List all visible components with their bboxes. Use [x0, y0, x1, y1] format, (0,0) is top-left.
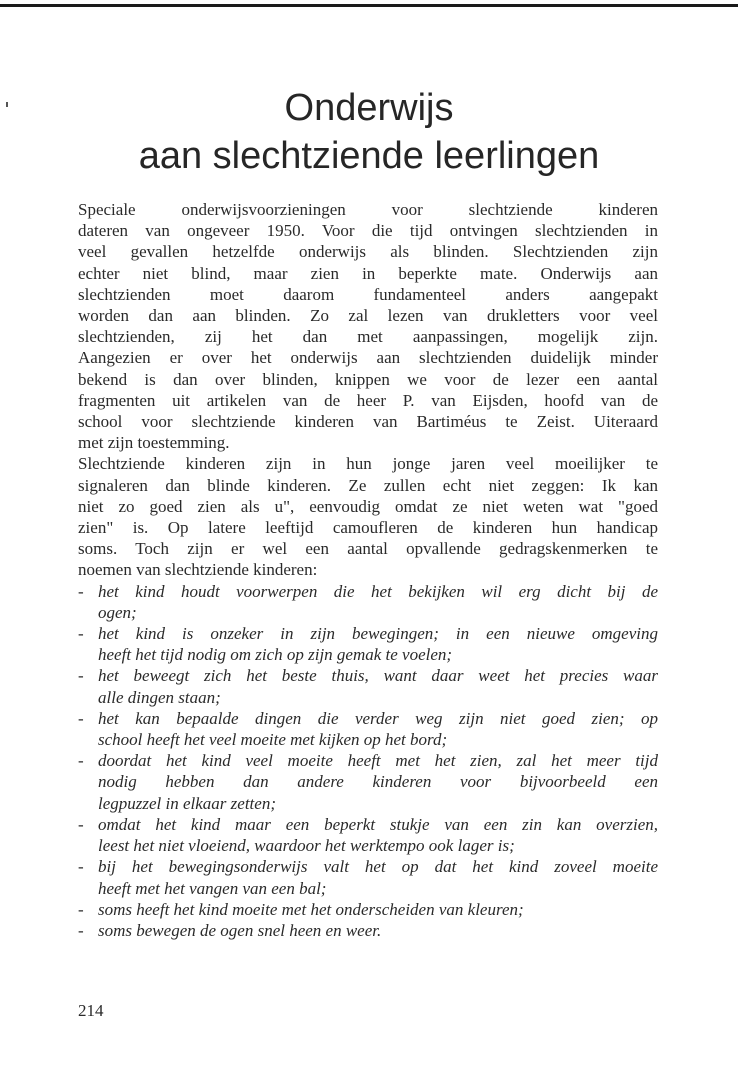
- title-line-1: Onderwijs: [284, 87, 454, 129]
- text-line: soms bewegen de ogen snel heen en weer.: [98, 920, 382, 940]
- text-line: doordat het kind veel moeite heeft met het zien, zal het meer tijd: [98, 751, 658, 771]
- list-item: [78, 623, 658, 665]
- text-line: met zijn toestemming.: [78, 433, 230, 453]
- text-line: niet zo goed zien als u", eenvoudig omdat ze niet weten wat "goed: [78, 496, 658, 516]
- list-item: [78, 708, 658, 750]
- text-line: bij het bewegingsonderwijs valt het op dat het kind zoveel moeite: [98, 857, 658, 877]
- list-dash: -: [78, 624, 84, 644]
- text-line: bekend is dan over blinden, knippen we voor de lezer een aantal: [78, 369, 658, 389]
- list-dash: -: [78, 708, 84, 728]
- text-line: school heeft het veel moeite met kijken op het bord;: [98, 730, 448, 750]
- text-line: veel gevallen hetzelfde onderwijs als blinden. Slechtzienden zijn: [78, 242, 658, 262]
- text-line: noemen van slechtziende kinderen:: [78, 560, 318, 580]
- intro-paragraph: [78, 199, 658, 453]
- top-rule: [0, 4, 738, 7]
- text-line: het kan bepaalde dingen die verder weg zijn niet goed zien; op: [98, 708, 658, 728]
- list-item: [78, 665, 658, 707]
- text-line: alle dingen staan;: [98, 687, 221, 707]
- text-line: ogen;: [98, 602, 137, 622]
- text-line: het beweegt zich het beste thuis, want daar weet het precies waar: [98, 666, 658, 686]
- list-item: [78, 856, 658, 898]
- text-line: Slechtziende kinderen zijn in hun jonge jaren veel moeilijker te: [78, 454, 658, 474]
- text-line: heeft het tijd nodig om zich op zijn gemak te voelen;: [98, 645, 453, 665]
- page-title: [0, 84, 738, 180]
- list-dash: -: [78, 666, 84, 686]
- list-dash: -: [78, 814, 84, 834]
- list-dash: -: [78, 899, 84, 919]
- text-line: Aangezien er over het onderwijs aan slechtzienden duidelijk minder: [78, 348, 658, 368]
- title-line-2: aan slechtziende leerlingen: [138, 135, 600, 177]
- list-item: [78, 750, 658, 814]
- text-line: school voor slechtziende kinderen van Bartiméus te Zeist. Uiteraard: [78, 412, 658, 432]
- text-line: slechtzienden moet daarom fundamenteel anders aangepakt: [78, 284, 658, 304]
- text-line: legpuzzel in elkaar zetten;: [98, 793, 276, 813]
- text-line: worden dan aan blinden. Zo zal lezen van drukletters voor veel: [78, 306, 658, 326]
- list-item: [78, 814, 658, 856]
- text-line: slechtzienden, zij het dan met aanpassingen, mogelijk zijn.: [78, 327, 658, 347]
- page-number: 214: [78, 1001, 104, 1020]
- text-line: soms heeft het kind moeite met het onderscheiden van kleuren;: [98, 899, 524, 919]
- list-dash: -: [78, 751, 84, 771]
- text-line: leest het niet vloeiend, waardoor het werktempo ook lager is;: [98, 836, 515, 856]
- text-line: het kind is onzeker in zijn bewegingen; in een nieuwe omgeving: [98, 624, 658, 644]
- list-item: [78, 899, 658, 920]
- article-body: [78, 199, 658, 941]
- text-line: het kind houdt voorwerpen die het bekijken wil erg dicht bij de: [98, 581, 658, 601]
- list-item: [78, 920, 658, 941]
- text-line: fragmenten uit artikelen van de heer P. van Eijsden, hoofd van de: [78, 390, 658, 410]
- behavior-list: [78, 581, 658, 941]
- list-dash: -: [78, 920, 84, 940]
- text-line: signaleren dan blinde kinderen. Ze zullen echt niet zeggen: Ik kan: [78, 475, 658, 495]
- list-dash: -: [78, 581, 84, 601]
- text-line: omdat het kind maar een beperkt stukje van een zin kan overzien,: [98, 814, 658, 834]
- list-dash: -: [78, 857, 84, 877]
- text-line: zien" is. Op latere leeftijd camoufleren de kinderen hun handicap: [78, 518, 658, 538]
- text-line: Speciale onderwijsvoorzieningen voor slechtziende kinderen: [78, 200, 658, 219]
- text-line: nodig hebben dan andere kinderen voor bijvoorbeeld een: [98, 772, 658, 792]
- characteristics-paragraph: [78, 453, 658, 580]
- text-line: dateren van ongeveer 1950. Voor die tijd ontvingen slechtzienden in: [78, 221, 658, 241]
- text-line: echter niet blind, maar zien in beperkte mate. Onderwijs aan: [78, 263, 658, 283]
- list-item: [78, 581, 658, 623]
- text-line: heeft met het vangen van een bal;: [98, 878, 327, 898]
- text-line: soms. Toch zijn er wel een aantal opvallende gedragskenmerken te: [78, 539, 658, 559]
